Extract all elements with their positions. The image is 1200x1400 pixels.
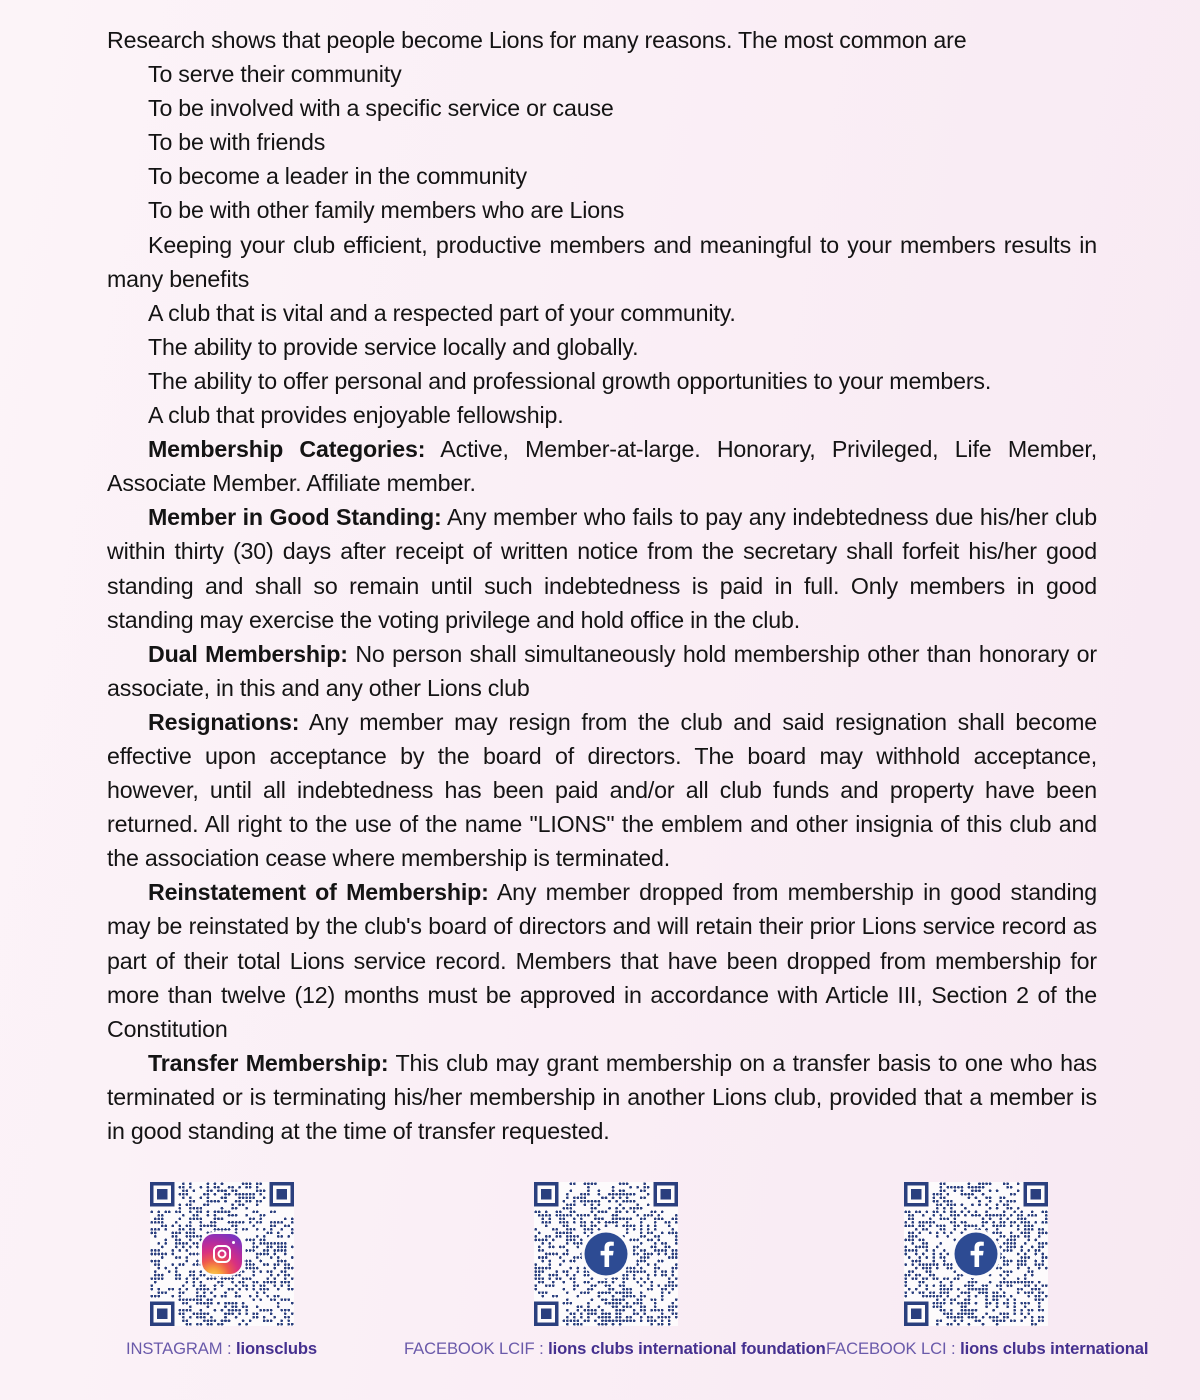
section-reinstatement-of-membership [107, 875, 1097, 1045]
section-text: This club may grant membership on a transfer basis to one who has terminated or is terminating his/her membership in another Lions club, provided that a member is in good standing at the time of transfer requested. [107, 1049, 1098, 1144]
intro-paragraph: Research shows that people become Lions for many reasons. The most common are [107, 27, 967, 53]
section-text: Any member who fails to pay any indebtedness due his/her club within thirty (30) days after receipt of written notice from the secretary shall forfeit his/her good standing and shall so remain until such indebtedness is paid in full. Only members in good standing may exercise the voting privilege and hold office in the club. [107, 504, 1098, 633]
section-text: Active, Member-at-large. Honorary, Privileged, Life Member, Associate Member. Affiliate member. [107, 436, 1097, 497]
benefit-item: The ability to offer personal and professional growth opportunities to your members. [148, 367, 992, 394]
section-transfer-membership [107, 1046, 1097, 1148]
reason-item: To be with friends [148, 129, 326, 156]
qr-caption-label: FACEBOOK LCI : [826, 1339, 961, 1358]
qr-block-facebook-lci[interactable] [826, 1182, 1149, 1359]
section-member-in-good-standing [107, 500, 1097, 636]
section-text: Any member may resign from the club and said resignation shall become effective upon acceptance by the board of directors. The board may withhold acceptance, however, until all indebtedness has been paid and/or all club funds and property have been returned. All right to the use of the name "LIONS" the emblem and other insignia of this club and the association cease where membership is terminated. [107, 708, 1097, 872]
qr-code-image-facebook-lci[interactable] [904, 1182, 1048, 1326]
qr-block-facebook-lcif[interactable] [404, 1182, 826, 1359]
facebook-icon [955, 1233, 998, 1276]
section-text: Any member dropped from membership in good standing may be reinstated by the club's board of directors and will retain their prior Lions service record as part of their total Lions service record. Members that have been dropped from membership for more than twelve (12) months must be approved in accordance with Article III, Section 2 of the Constitution [107, 879, 1098, 1042]
section-heading: Reinstatement of Membership: [148, 879, 489, 906]
qr-caption-label: INSTAGRAM : [125, 1339, 236, 1358]
section-heading: Transfer Membership: [148, 1049, 389, 1076]
benefit-item: The ability to provide service locally and globally. [148, 333, 639, 360]
qr-caption-instagram [103, 1339, 340, 1359]
benefits-intro-paragraph: Keeping your club efficient, productive members and meaningful to your members results in many benefits [107, 231, 1097, 292]
qr-caption-label: FACEBOOK LCIF : [404, 1339, 549, 1358]
section-heading: Member in Good Standing: [148, 504, 442, 531]
benefit-item: A club that provides enjoyable fellowship. [148, 402, 564, 429]
reason-item: To be with other family members who are Lions [148, 197, 625, 224]
section-resignations [107, 705, 1097, 875]
reason-item: To be involved with a specific service or cause [148, 95, 614, 122]
benefit-item: A club that is vital and a respected part of your community. [148, 299, 736, 326]
section-dual-membership [107, 637, 1097, 705]
instagram-icon [202, 1234, 242, 1274]
qr-caption-value: lions clubs international [960, 1339, 1149, 1358]
section-heading: Dual Membership: [148, 640, 348, 667]
document-body [107, 23, 1097, 1148]
section-heading: Resignations: [148, 708, 300, 735]
qr-code-image-facebook-lcif[interactable] [534, 1182, 678, 1326]
qr-code-image-instagram[interactable] [150, 1182, 294, 1326]
section-text: No person shall simultaneously hold membership other than honorary or associate, in this and any other Lions club [107, 640, 1097, 701]
facebook-icon [584, 1233, 627, 1276]
section-membership-categories [107, 432, 1097, 500]
qr-caption-facebook-lcif [404, 1339, 826, 1359]
reason-item: To become a leader in the community [148, 163, 527, 190]
qr-caption-value: lions clubs international foundation [548, 1339, 826, 1358]
qr-caption-value: lionsclubs [235, 1339, 318, 1358]
reason-item: To serve their community [148, 61, 402, 88]
qr-block-instagram[interactable] [103, 1182, 340, 1359]
qr-code-row [0, 1182, 1200, 1392]
qr-caption-facebook-lci [826, 1339, 1149, 1359]
section-heading: Membership Categories: [148, 436, 426, 463]
